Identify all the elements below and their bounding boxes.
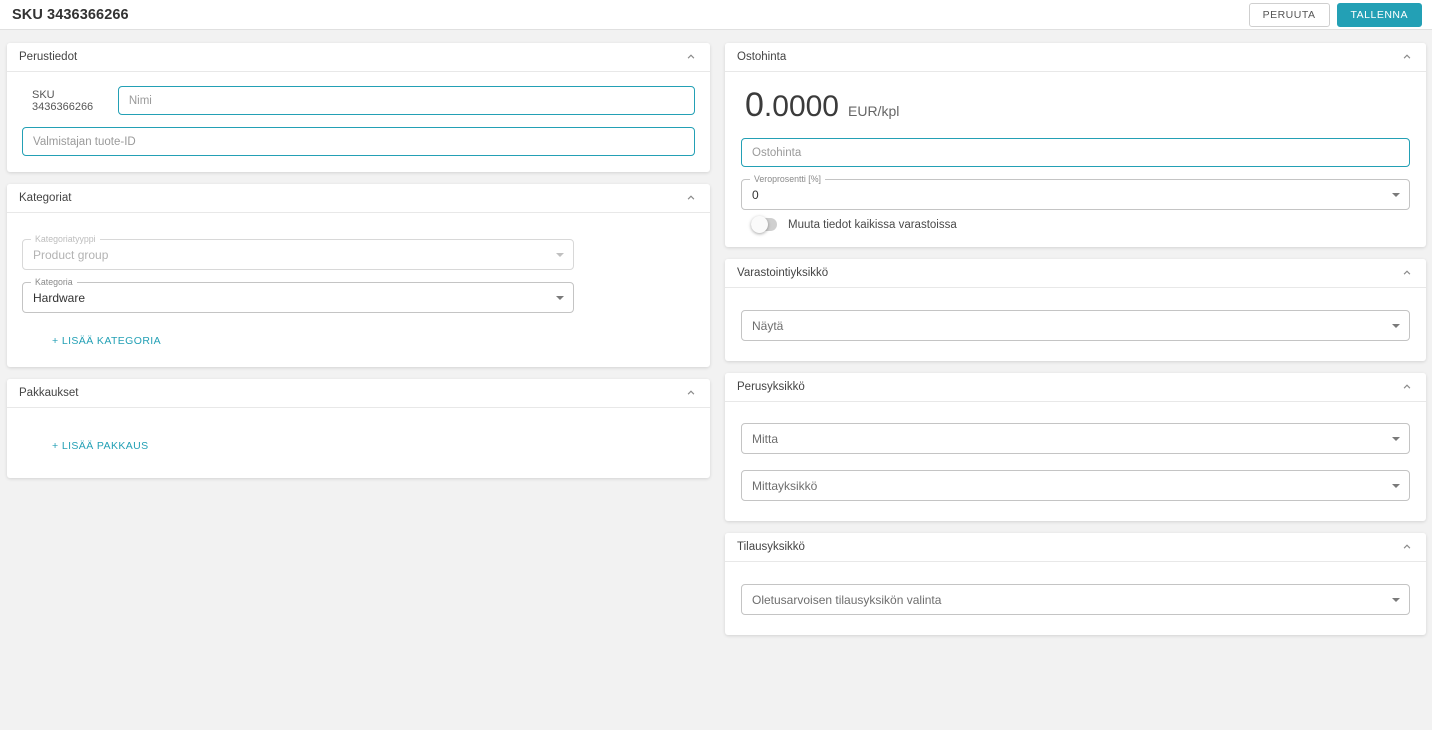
chevron-up-icon[interactable] bbox=[684, 50, 698, 64]
card-packages bbox=[7, 379, 710, 478]
chevron-up-icon[interactable] bbox=[1400, 266, 1414, 280]
card-basic-info-header[interactable] bbox=[7, 43, 710, 72]
page-content bbox=[0, 31, 1432, 730]
card-packages-header[interactable] bbox=[7, 379, 710, 408]
category-type-label: Kategoriatyyppi bbox=[31, 234, 100, 245]
card-order-unit-title: Tilausyksikkö bbox=[737, 541, 805, 553]
card-base-unit-body bbox=[725, 402, 1426, 521]
apply-all-warehouses-label: Muuta tiedot kaikissa varastoissa bbox=[788, 218, 957, 231]
chevron-down-icon[interactable] bbox=[1392, 484, 1400, 488]
card-categories-body bbox=[7, 213, 710, 367]
measure-unit-value: Mittayksikkö bbox=[752, 478, 818, 493]
card-basic-info-title: Perustiedot bbox=[19, 51, 78, 63]
card-categories bbox=[7, 184, 710, 367]
tax-percent-label: Veroprosentti [%] bbox=[750, 174, 825, 185]
chevron-down-icon bbox=[556, 253, 564, 257]
card-basic-info-body bbox=[7, 72, 710, 172]
apply-all-warehouses-row bbox=[741, 210, 1410, 231]
card-purchase-price-header[interactable] bbox=[725, 43, 1426, 72]
left-column bbox=[7, 43, 710, 490]
card-order-unit-header[interactable] bbox=[725, 533, 1426, 562]
chevron-down-icon[interactable] bbox=[1392, 324, 1400, 328]
category-label: Kategoria bbox=[31, 277, 77, 288]
card-base-unit-header[interactable] bbox=[725, 373, 1426, 402]
chevron-down-icon[interactable] bbox=[1392, 437, 1400, 441]
topbar-actions bbox=[1249, 3, 1422, 27]
category-type-value: Product group bbox=[33, 247, 109, 262]
chevron-up-icon[interactable] bbox=[1400, 50, 1414, 64]
card-categories-title: Kategoriat bbox=[19, 192, 72, 204]
chevron-up-icon[interactable] bbox=[1400, 380, 1414, 394]
manufacturer-product-id-input[interactable]: Valmistajan tuote-ID bbox=[22, 127, 695, 156]
order-unit-value: Oletusarvoisen tilausyksikön valinta bbox=[752, 592, 942, 607]
chevron-down-icon[interactable] bbox=[556, 296, 564, 300]
price-decimals: .0000 bbox=[763, 90, 839, 123]
chevron-up-icon[interactable] bbox=[684, 386, 698, 400]
category-select[interactable] bbox=[22, 277, 574, 313]
name-input[interactable]: Nimi bbox=[118, 86, 695, 115]
save-button[interactable]: TALLENNA bbox=[1337, 3, 1423, 27]
card-base-unit bbox=[725, 373, 1426, 521]
card-storage-unit-title: Varastointiyksikkö bbox=[737, 267, 829, 279]
order-unit-select[interactable] bbox=[741, 584, 1410, 615]
top-app-bar bbox=[0, 0, 1432, 30]
price-display bbox=[741, 82, 1410, 138]
chevron-down-icon[interactable] bbox=[1392, 598, 1400, 602]
purchase-price-input[interactable]: Ostohinta bbox=[741, 138, 1410, 167]
add-package-button[interactable]: + LISÄÄ PAKKAUS bbox=[46, 436, 155, 456]
category-value: Hardware bbox=[33, 290, 86, 305]
card-purchase-price-body bbox=[725, 72, 1426, 247]
card-packages-body bbox=[7, 408, 710, 478]
measure-select[interactable] bbox=[741, 423, 1410, 454]
card-order-unit bbox=[725, 533, 1426, 635]
storage-unit-select[interactable] bbox=[741, 310, 1410, 341]
category-type-select bbox=[22, 234, 574, 270]
card-storage-unit bbox=[725, 259, 1426, 361]
card-categories-header[interactable] bbox=[7, 184, 710, 213]
card-order-unit-body bbox=[725, 562, 1426, 635]
card-purchase-price-title: Ostohinta bbox=[737, 51, 787, 63]
sku-label: SKU 3436366266 bbox=[32, 88, 94, 113]
page-title: SKU 3436366266 bbox=[12, 6, 129, 23]
toggle-knob bbox=[751, 216, 768, 233]
card-packages-title: Pakkaukset bbox=[19, 387, 79, 399]
card-base-unit-title: Perusyksikkö bbox=[737, 381, 805, 393]
tax-percent-select[interactable] bbox=[741, 174, 1410, 210]
apply-all-warehouses-toggle[interactable] bbox=[751, 218, 777, 231]
storage-unit-value: Näytä bbox=[752, 318, 784, 333]
chevron-up-icon[interactable] bbox=[1400, 540, 1414, 554]
measure-unit-select[interactable] bbox=[741, 470, 1410, 501]
cancel-button[interactable]: PERUUTA bbox=[1249, 3, 1330, 27]
price-currency-unit: EUR/kpl bbox=[848, 103, 900, 119]
card-purchase-price bbox=[725, 43, 1426, 247]
tax-percent-value: 0 bbox=[752, 187, 759, 202]
card-basic-info bbox=[7, 43, 710, 172]
measure-value: Mitta bbox=[752, 431, 779, 446]
sku-name-row bbox=[22, 86, 695, 115]
card-storage-unit-body bbox=[725, 288, 1426, 361]
add-category-button[interactable]: + LISÄÄ KATEGORIA bbox=[46, 331, 167, 351]
card-storage-unit-header[interactable] bbox=[725, 259, 1426, 288]
chevron-down-icon[interactable] bbox=[1392, 193, 1400, 197]
right-column bbox=[725, 43, 1426, 647]
chevron-up-icon[interactable] bbox=[684, 191, 698, 205]
price-integer: 0 bbox=[745, 86, 764, 124]
